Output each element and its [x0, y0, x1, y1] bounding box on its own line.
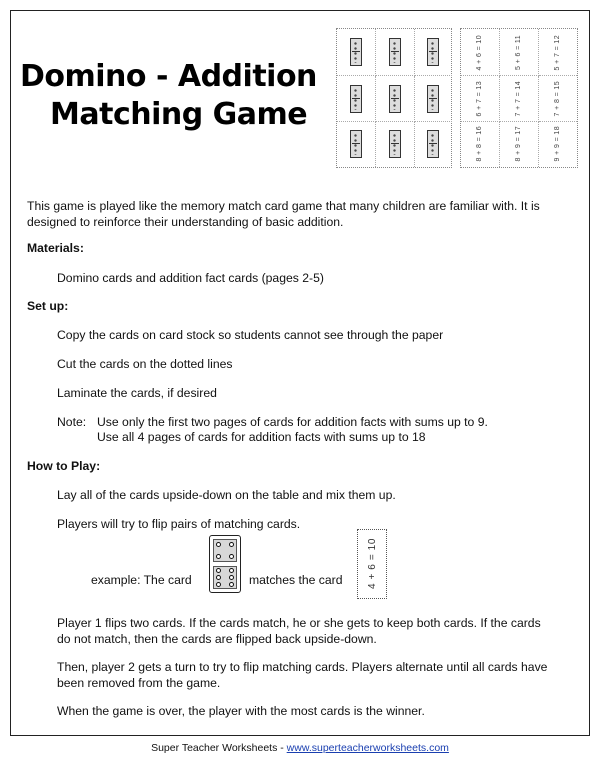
- footer-link[interactable]: www.superteacherworksheets.com: [286, 742, 449, 754]
- pip: [216, 554, 221, 559]
- fact-text: 6 + 7 = 13: [476, 81, 483, 117]
- example-fact-text: 4 + 6 = 10: [367, 538, 378, 590]
- pip: [216, 582, 221, 587]
- fact-text: 7 + 7 = 14: [515, 81, 522, 117]
- pip: [216, 542, 221, 547]
- fact-text: 4 + 6 = 10: [476, 35, 483, 71]
- fact-text: 8 + 9 = 17: [515, 126, 522, 162]
- fact-text: 5 + 6 = 11: [515, 35, 522, 71]
- howto-paragraph-4b: been removed from the game.: [57, 676, 221, 690]
- fact-text: 8 + 8 = 16: [476, 126, 483, 162]
- footer-prefix: Super Teacher Worksheets -: [151, 742, 287, 754]
- fact-cards-thumbnail: [460, 28, 578, 168]
- howto-paragraph-1: Lay all of the cards upside-down on the table and mix them up.: [57, 488, 396, 502]
- title-line-2: Matching Game: [50, 97, 308, 132]
- intro-paragraph: This game is played like the memory match card game that many children are familiar with. It is designed to reinforce their understanding of basic addition.: [27, 199, 540, 229]
- footer: [0, 742, 600, 754]
- pip: [229, 575, 234, 580]
- example-domino: [209, 535, 241, 593]
- pip: [216, 575, 221, 580]
- example-middle: matches the card: [249, 573, 343, 587]
- note-label: Note:: [57, 415, 87, 429]
- howto-paragraph-5: When the game is over, the player with the most cards is the winner.: [57, 704, 425, 718]
- howto-paragraph-3a: Player 1 flips two cards. If the cards match, he or she gets to keep both cards. If the cards: [57, 616, 541, 630]
- pip: [229, 554, 234, 559]
- pip: [229, 542, 234, 547]
- fact-text: 5 + 7 = 12: [554, 35, 561, 71]
- howto-paragraph-2: Players will try to flip pairs of matching cards.: [57, 517, 301, 531]
- howto-heading: How to Play:: [27, 459, 101, 473]
- setup-heading: Set up:: [27, 299, 69, 313]
- materials-heading: Materials:: [27, 241, 84, 255]
- pip: [229, 568, 234, 573]
- domino-bottom-half: [213, 566, 237, 589]
- note-line-1: Use only the first two pages of cards for addition facts with sums up to 9.: [97, 415, 488, 429]
- example-fact-card: [357, 529, 387, 599]
- setup-step-3: Laminate the cards, if desired: [57, 386, 217, 400]
- setup-step-1: Copy the cards on card stock so students cannot see through the paper: [57, 328, 444, 342]
- materials-text: Domino cards and addition fact cards (pages 2-5): [57, 271, 324, 285]
- example-prefix: example: The card: [91, 573, 192, 587]
- howto-paragraph-4a: Then, player 2 gets a turn to try to flip matching cards. Players alternate until all cards have: [57, 660, 548, 674]
- title-line-1: Domino - Addition: [20, 59, 317, 94]
- note-line-2: Use all 4 pages of cards for addition facts with sums up to 18: [97, 430, 426, 444]
- page-title: [20, 58, 330, 134]
- pip: [216, 568, 221, 573]
- pip: [229, 582, 234, 587]
- howto-paragraph-3b: do not match, then the cards are flipped back upside-down.: [57, 632, 377, 646]
- fact-text: 7 + 8 = 15: [554, 81, 561, 117]
- setup-step-2: Cut the cards on the dotted lines: [57, 357, 233, 371]
- domino-top-half: [213, 539, 237, 562]
- fact-text: 9 + 9 = 18: [554, 126, 561, 162]
- domino-cards-thumbnail: [336, 28, 452, 168]
